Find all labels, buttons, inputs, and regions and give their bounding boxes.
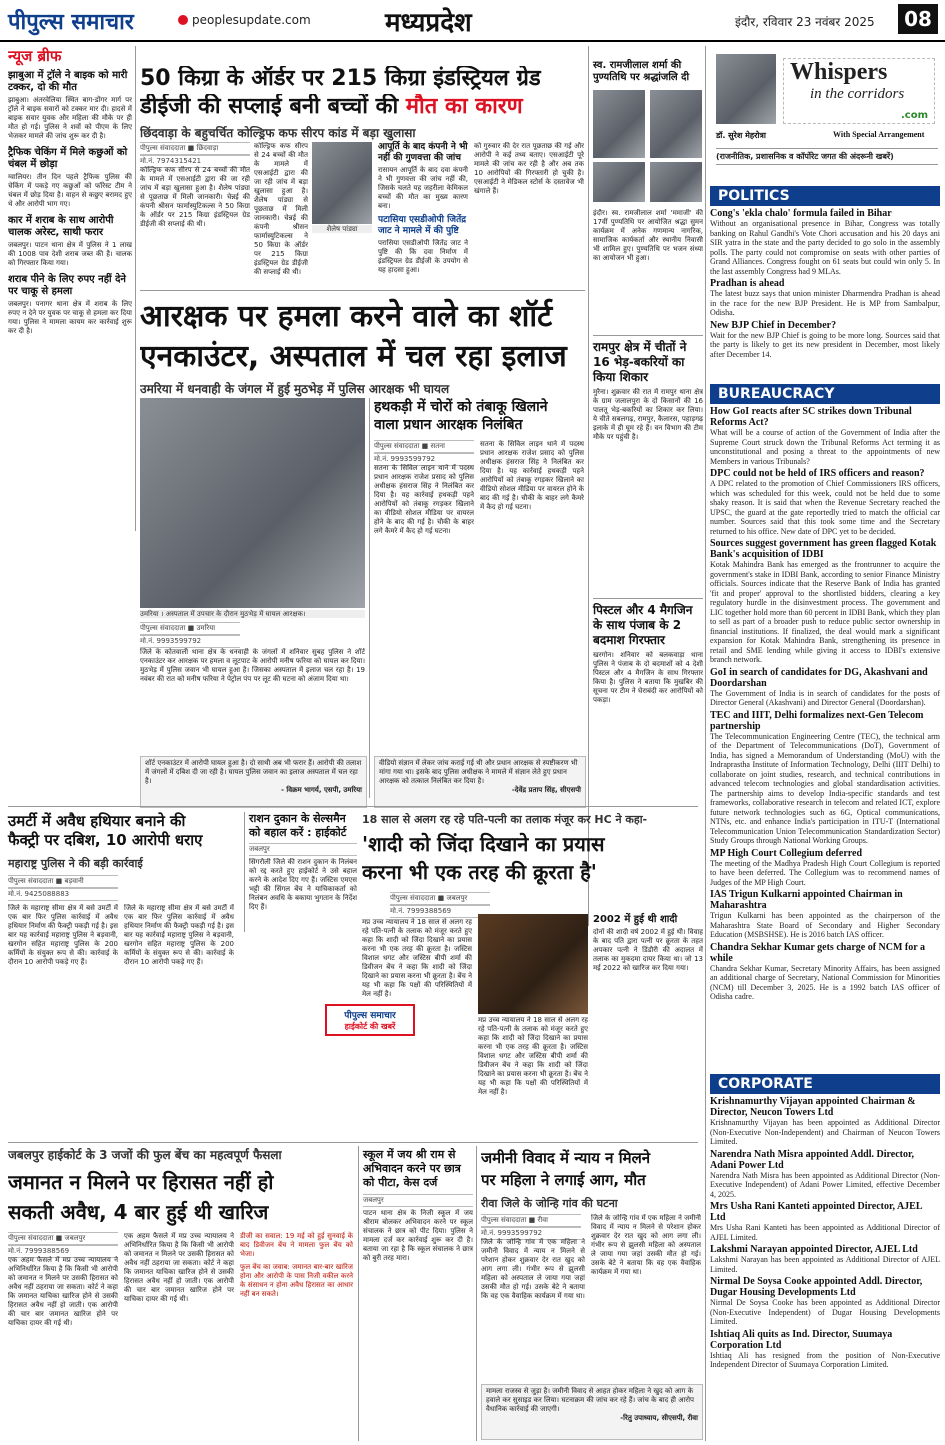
politics-title: Cong's 'ekla chalo' formula failed in Bihar (710, 208, 892, 219)
handcuff-body-col2: सतना के सिविल लाइन थाने में पदस्थ प्रधान आरक्षक राजेश प्रसाद को पुलिस अधीक्षक हंसराज सिंह ने निलंबित कर दिया है। यह कार्रवाई हथकड़ी पहने आरोपियों को तंबाकू रगड़कर खिलाने का वीडियो सोशल मीडिया पर वायरल होने के बाद की गई है। चौकी के बाहर लगे कैमरे में कैद हो गई घटना। (480, 440, 584, 511)
page-number: 08 (898, 4, 938, 34)
handcuff-body: सतना के सिविल लाइन थाने में पदस्थ प्रधान आरक्षक राजेश प्रसाद को पुलिस अधीक्षक हंसराज सिंह ने निलंबित कर दिया है। यह कार्रवाई हथकड़ी पहने आरोपियों को तंबाकू रगड़कर खिलाने का वीडियो सोशल मीडिया पर वायरल होने के बाद की गई है। चौकी के बाहर लगे कैमरे में कैद हो गई घटना। (374, 464, 474, 535)
lead-headline-1: 50 किग्रा के ऑर्डर पर 215 किग्रा इंडस्ट्रियल ग्रेड (140, 66, 541, 91)
whispers-header (708, 46, 940, 181)
land-note (481, 1384, 703, 1440)
encounter-note (140, 756, 367, 808)
politics-body: Wait for the new BJP Chief is going to be more long. Sources said that the party is likely to get its new president in December, most likely after December 14. (710, 330, 940, 359)
author-photo (716, 54, 776, 124)
politics-header: POLITICS (710, 186, 940, 206)
news-brief-column (8, 46, 132, 576)
ration-body: सिंगरौली जिले की राशन दुकान के निलंबन को रद्द करते हुए हाईकोर्ट ने उसे बहाल करने के आदेश दिए गए हैं। जस्टिस एमएस भट्टी की सिंगल बेंच ने याचिकाकर्ता को निलंबन अवधि के बकाया भुगतान के निर्देश दिए हैं। (249, 858, 357, 911)
leopard-body: मुरैना। शुक्रवार की रात में रामपुर थाना क्षेत्र के ग्राम जलालपुरा के दो किसानों की 16 पालतू भेड़-बकरियों का शिकार कर लिया। ये चीते सबलगढ़, रामपुर, कैलारस, पहाड़गढ़ इलाके में ही घूम रहे हैं। वन विभाग की टीम मौके पर पहुंची है। (593, 388, 703, 441)
brief-title: ट्रैफिक चेकिंग में मिले कछुओं को चंबल में छोड़ा (8, 147, 128, 170)
bureaucracy-title: How GoI reacts after SC strikes down Tribunal Reforms Act? (710, 406, 912, 428)
divorce-headline-2: करना भी एक तरह की क्रूरता है' (362, 860, 597, 884)
bureaucracy-title: DPC could not be held of IRS officers and reason? (710, 468, 925, 479)
bail-body: एक अहम फैसले में मप्र उच्च न्यायालय ने अभिनिर्धारित किया है कि किसी भी आरोपी को जमानत न मिलने पर उसकी हिरासत को अवैध नहीं ठहराया जा सकता। कोर्ट ने कहा कि जमानत याचिका खारिज होने से उसकी हिरासत अवैध नहीं हो जाती। एक आरोपी की चार बार जमानत खारिज होने पर याचिका दायर की गई थी। (8, 1256, 118, 1327)
stamp-title: पीपुल्स समाचार (344, 1011, 396, 1021)
masthead-dateline: इंदौर, रविवार 23 नवंबर 2025 (735, 15, 875, 29)
byline: जबलपुर (363, 1194, 473, 1207)
bail-body-col2: एक अहम फैसले में मप्र उच्च न्यायालय ने अभिनिर्धारित किया है कि किसी भी आरोपी को जमानत न मिलने पर उसकी हिरासत को अवैध नहीं ठहराया जा सकता। कोर्ट ने कहा कि जमानत याचिका खारिज होने से उसकी हिरासत अवैध नहीं हो जाती। एक आरोपी की चार बार जमानत खारिज होने पर याचिका दायर की गई थी। (124, 1232, 234, 1303)
byline: पीपुल्स संवाददाता ■ रीवा (481, 1214, 581, 1227)
corporate-body: Narendra Nath Misra has been appointed as Additional Director (Non-Executive Independent) of Adani Power Limited, effective December 4, 2025. (710, 1170, 940, 1199)
bureaucracy-body: Kotak Mahindra Bank has emerged as the frontrunner to acquire the government's stake in IDBI Bank, according to senior Finance Ministry officials. Sources indicate that the Reserve Bank of India has granted 'fit and proper' approval to the shortlisted bidders, clearing a key regulatory hurdle in the disinvestment process. The government and LIC together hold more than 60 percent in IDBI Bank, which they plan to sell as part of a broader push to reduce public sector ownership in financial institutions. If finalized, the deal would mark a significant expansion for Kotak Mahindra Bank, strengthening its presence in retail and SME lending while giving it access to IDBI's extensive branch network. (710, 560, 940, 664)
divorce-side (593, 914, 703, 1048)
corporate-title: Mrs Usha Rani Kanteti appointed Director, AJEL Ltd (710, 1201, 922, 1223)
corporate-title: Narendra Nath Misra appointed Addl. Director, Adani Power Ltd (710, 1148, 914, 1171)
lead-body: कोल्ड्रिफ कफ सीरप से 24 बच्चों की मौत के मामले में एसआईटी द्वारा की जा रही जांच में बड़ा खुलासा हुआ है। शैलेष पांड्या से पूछताछ में मिली जानकारी। चेन्नई की कंपनी श्रीसन फार्मास्युटिकल्स ने 50 किग्रा के ऑर्डर पर 215 किग्रा इंडस्ट्रियल ग्रेड डीईजी की सप्लाई की थी। (140, 166, 250, 228)
lead-sub2 (378, 215, 468, 283)
bail-q1: डीजी का सवाल: 19 मई को हुई सुनवाई के बाद डिवीजन बेंच ने मामला फुल बेंच को भेजा। (240, 1232, 353, 1258)
divorce-side-body: दोनों की शादी वर्ष 2002 में हुई थी। विवाह के बाद पति द्वारा पत्नी पर क्रूरता के तहत अपकार पत्नी ने डिंडौरी की अदालत में तलाक का मुकदमा दायर किया था। जो 13 मई 2022 को खारिज कर दिया गया। (593, 928, 703, 972)
whispers-title: Whispers (790, 59, 888, 85)
bureaucracy-body: The meeting of the Madhya Pradesh High Court Collegium is reported to have been deferred. The Collegium was to recommend names of Judges of the MP High Court. (710, 858, 940, 887)
mobile: मो.नं. 9993599792 (481, 1227, 581, 1240)
corporate-body: Ishtiaq Ali has resigned from the position of Non-Executive Independent Director of Suumaya Corporation Limited. (710, 1350, 940, 1369)
politics-body: The latest buzz says that union minister Dharmendra Pradhan is ahead in the race for the new BJP President. He is MP from Sambalpur, Odisha. (710, 289, 940, 317)
leopard-headline: रामपुर क्षेत्र में चीतों ने 16 भेड़-बकरियों का किया शिकार (593, 340, 687, 384)
bail-qa (240, 1232, 353, 1299)
bail-headline-1: जमानत न मिलने पर हिरासत नहीं हो (8, 1170, 274, 1194)
umarti-story (8, 812, 238, 1054)
pistol-headline: पिस्टल और 4 मैगजिन के साथ पंजाब के 2 बदमाश गिरफ्तार (593, 603, 693, 647)
note-sign: -देवेंद्र प्रताप सिंह, सीएसपी (511, 786, 581, 794)
brief-body: जबलपुर। पनागर थाना क्षेत्र में शराब के लिए रुपए न देने पर युवक पर चाकू से हमला कर दिया गया। पुलिस ने मामला कायम कर कार्रवाई शुरू कर दी है। (8, 300, 132, 335)
land-subhead: रीवा जिले के जोन्हि गांव की घटना (481, 1197, 618, 1210)
bureaucracy-title: TEC and IIIT, Delhi formalizes next-Gen Telecom partnership (710, 709, 924, 732)
lead-col3: को गुरुवार की देर रात पूछताछ की गई और आरोपी ने कई तथ्य बताए। एसआईटी पूरे मामले की जांच कर रही है और अब तक 10 आरोपियों की गिरफ्तारी हो चुकी है। एसआईटी ने मेडिकल स्टोर्स के दस्तावेज भी खंगाले हैं। (474, 142, 584, 195)
byline: पीपुल्स संवाददाता ■ बड़वानी (8, 875, 118, 888)
land-headline-2: पर महिला ने लगाई आग, मौत (481, 1171, 646, 1189)
masthead-url: peoplesupdate.com (192, 13, 311, 27)
ration-headline: राशन दुकान के सेल्समैन को बहाल करें : हाईकोर्ट (249, 812, 347, 839)
corporate-title: Ishtiaq Ali quits as Ind. Director, Suumaya Corporation Ltd (710, 1328, 893, 1351)
lead-headline-2b: मौत का कारण (405, 94, 523, 119)
note-text: वीडियो संज्ञान में लेकर जांच कराई गई थी और प्रधान आरक्षक से स्पष्टीकरण भी मांगा गया था। इसके बाद पुलिस अधीक्षक ने मामले में संज्ञान लेते हुए प्रधान आरक्षक को तत्काल निलंबित कर दिया है। (379, 759, 578, 785)
note-text: मामला राजस्व से जुड़ा है। जमीनी विवाद से आहत होकर महिला ने खुद को आग के हवाले कर सुसाइड कर लिया। घटनाक्रम की जांच कर रहे हैं। जांच के बाद ही आरोप वैधानिक कार्रवाई की जाएगी। (486, 1387, 695, 1413)
bureaucracy-body: What will be a course of action of the Government of India after the Supreme Court struck down the Tribunal Reforms Act terming it as unconstitutional and posing a threat to the appointments of new Members in various Tribunals? (710, 428, 940, 466)
politics-list (710, 208, 940, 359)
handcuff-headline-2: वाला प्रधान आरक्षक निलंबित (374, 417, 523, 433)
byline: पीपुल्स संवाददाता ■ उमरिया (140, 622, 240, 635)
divorce-kicker: 18 साल से अलग रह रहे पति-पत्नी का तलाक मंजूर कर HC ने कहा- (362, 813, 648, 826)
mobile: मो.नं. 9993599792 (140, 635, 240, 648)
brief-body: जबलपुर। पाटन थाना क्षेत्र में पुलिस ने 1 लाख की 1008 पाव देशी शराब जब्त की है। चालक को गिरफ्तार किया गया। (8, 241, 132, 267)
divorce-byline-block (390, 892, 490, 918)
politics-title: Pradhan is ahead (710, 278, 785, 289)
divorce-headline-1: 'शादी को जिंदा दिखाने का प्रयास (362, 832, 605, 856)
bureaucracy-title: GoI in search of candidates for DG, Akashvani and Doordarshan (710, 666, 928, 689)
bail-q2: फुल बेंच का जवाब: जमानत बार-बार खारिज होना और आरोपी के पास निजी वकील करने के संसाधन न होना अवैध हिरासत का आधार नहीं बन सकते। (240, 1263, 353, 1298)
gavel-photo (478, 914, 588, 1014)
divorce-side-title: 2002 में हुई थी शादी (593, 914, 678, 925)
brief-item (8, 70, 132, 141)
whispers-subtitle: in the corridors (810, 86, 905, 102)
corporate-list (710, 1096, 940, 1440)
tribute-body: इंदौर। स्व. रामजीलाल शर्मा 'ममाजी' की 17वीं पुण्यतिथि पर आयोजित श्रद्धा सुमन कार्यक्रम में अनेक गणमान्य नागरिक, सामाजिक कार्यकर्ता और स्थानीय निवासी भी शामिल हुए। पुण्यतिथि पर भजन संध्या का आयोजन भी हुआ। (593, 209, 703, 262)
school-headline: स्कूल में जय श्री राम से अभिवादन करने पर छात्र को पीटा, केस दर्ज (363, 1148, 461, 1189)
corporate-title: Krishnamurthy Vijayan appointed Chairman & Director, Neucon Towers Ltd (710, 1096, 916, 1118)
land-byline-block (481, 1214, 581, 1240)
masthead-section: मध्यप्रदेश (385, 8, 472, 38)
mobile: मो.नं. 7999388569 (8, 1245, 118, 1258)
encounter-body: जिले के कोतवाली थाना क्षेत्र के धनवाही के जंगलों में शनिवार सुबह पुलिस ने शॉर्ट एनकाउंटर कर आरक्षक पर हमला व लूटपाट के आरोपी मनीष फरिया को घायल कर दिया। मुठभेड़ में पुलिस जवान भी घायल हुआ है। जिसका अस्पताल में इलाज चल रहा है। 19 नवंबर की रात को मनीष फरिया ने पेट्रोल पंप पर लूट की घटना को अंजाम दिया था। (140, 648, 365, 683)
land-headline-1: जमीनी विवाद में न्याय न मिलने (481, 1149, 651, 1167)
encounter-headline-1: आरक्षक पर हमला करने वाले का शॉर्ट (140, 299, 553, 334)
brief-title: झाबुआ में ट्रॉले ने बाइक को मारी टक्कर, दो की मौत (8, 70, 128, 93)
encounter-byline-block (140, 622, 240, 648)
brief-item (8, 274, 132, 336)
lead-sub1 (378, 142, 468, 211)
corporate-body: Lakshmi Narayan has been appointed as Additional Director of AJEL Limited. (710, 1255, 940, 1274)
bureaucracy-body: The Government of India is in search of candidates for the posts of Director General (Akashvani) and Director General (Doordarshan). (710, 688, 940, 707)
bureaucracy-body: Trigun Kulkarni has been appointed as the chairperson of the Maharashtra State Board of Secondary and Higher Secondary Education (MSBSHSE). He is 2016 batch IAS officer. (710, 911, 940, 939)
corporate-title: Nirmal De Soysa Cooke appointed Addl. Director, Dugar Housing Developments Ltd (710, 1276, 923, 1298)
photo-caption: शैलेष पांड्या (312, 225, 372, 233)
whispers-logo (783, 58, 935, 124)
brief-item (8, 215, 132, 268)
leopard-story (593, 340, 703, 564)
divorce-body: मप्र उच्च न्यायालय ने 18 साल से अलग रह रहे पति-पत्नी के तलाक को मंजूर करते हुए कहा कि शादी को जिंदा दिखाने का प्रयास करना भी एक तरह की क्रूरता है। जस्टिस विशाल धगट और जस्टिस बीपी शर्मा की डिवीजन बेंच ने कहा कि शादी को जिंदा दिखाने का प्रयास करना भी क्रूरता है। बेंच ने यह भी कहा कि पक्षों की परिस्थितियों में मेल नहीं है। (362, 918, 472, 998)
umarti-headline-1: उमर्टी में अवैध हथियार बनाने की (8, 812, 186, 830)
handcuff-byline-block (374, 440, 474, 466)
school-body: पाटन थाना क्षेत्र के निजी स्कूल में जय श्रीराम बोलकर अभिवादन करने पर स्कूल संचालक ने छात्र को पीट दिया। पुलिस ने मामला दर्ज कर कार्रवाई शुरू कर दी है। बताया जा रहा है कि स्कूल संचालक ने छात्र को बुरी तरह मारा। (363, 1209, 473, 1262)
tribute (593, 60, 703, 359)
byline: जबलपुर (249, 843, 357, 856)
corporate-header: CORPORATE (710, 1074, 940, 1094)
corporate-title: Lakshmi Narayan appointed Director, AJEL Ltd (710, 1244, 918, 1255)
tribute-title: स्व. रामजीलाल शर्मा की पुण्यतिथि पर श्रद्धांजलि दी (593, 60, 690, 83)
lead-sub1-body: रासायन आपूर्ति के बाद दवा कंपनी ने भी गुणवत्ता की जांच नहीं की, जिसके चलते यह जहरीला केमिकल बच्चों की मौत का मुख्य कारण बना। (378, 166, 468, 210)
masthead-logo: पीपुल्स समाचार (8, 10, 134, 35)
bail-byline-block (8, 1232, 118, 1258)
handcuff-headline-1: हथकड़ी में चोरों को तंबाकू खिलाने (374, 399, 548, 415)
lead-headline-2 (140, 94, 585, 120)
bureaucracy-header: BUREAUCRACY (710, 384, 940, 404)
bureaucracy-title: IAS Trigun Kulkarni appointed Chairman in Maharashtra (710, 889, 903, 911)
corporate-body: Nirmal De Soysa Cooke has been appointed as Additional Director (Non-Executive Independent) of Dugar Housing Developments Limited. (710, 1298, 940, 1326)
umarti-body: जिले के महाराष्ट्र सीमा क्षेत्र में बसे उमर्टी में एक बार फिर पुलिस कार्रवाई में अवैध हथियार निर्माण की फैक्ट्री पकड़ी गई है। इस बार यह कार्रवाई महाराष्ट्र पुलिस ने बड़वानी, खरगोन सहित महाराष्ट्र पुलिस के 200 कर्मियों के संयुक्त रूप से की। कार्रवाई के दौरान 10 आरोपी पकड़े गए हैं। (8, 904, 118, 966)
tribute-photo-3 (593, 162, 645, 202)
author-name: डॉ. सुरेश मेहरोत्रा (716, 131, 766, 140)
tribute-photo-4 (650, 162, 702, 202)
byline: पीपुल्स संवाददाता ■ सतना (374, 440, 474, 453)
land-body-col2: जिले के जोन्हि गांव में एक महिला ने जमीनी विवाद में न्याय न मिलने से परेशान होकर शुक्रवार देर रात खुद को आग लगा ली। गंभीर रूप से झुलसी महिला को अस्पताल ले जाया गया जहां उसकी मौत हो गई। उसके बेटे ने बताया कि वह एक वैवाहिक कार्यक्रम में गया था। (591, 1214, 701, 1276)
mobile: मो.नं. 7974315421 (140, 155, 250, 168)
lead-byline-block (140, 142, 250, 168)
globe-icon (178, 15, 188, 25)
brief-title: शराब पीने के लिए रुपए नहीं देने पर चाकू से हमला (8, 274, 126, 297)
corporate-body: Krishnamurthy Vijayan has been appointed as Additional Director (Non-Executive Non-Independent) and Chairman of Neucon Towers Limited. (710, 1118, 940, 1146)
byline: पीपुल्स संवाददाता ■ जबलपुर (390, 892, 490, 905)
umarti-subhead: महाराष्ट्र पुलिस ने की बड़ी कार्रवाई (8, 857, 143, 870)
brief-body: झाबुआ। अंतरवेलिया स्थित बाग-डोंगर मार्ग पर ट्रॉले ने बाइक सवारों को टक्कर मार दी। हादसे में बाइक सवार युवक और महिला की मौके पर ही मौत हो गई। पुलिस ने शवों को पीएम के लिए भेजकर मामले की जांच शुरू कर दी है। (8, 96, 132, 140)
mobile: मो.नं. 7999388569 (390, 905, 490, 918)
tribute-photo-1 (593, 90, 645, 158)
arrangement: With Special Arrangement (833, 130, 925, 139)
encounter-subhead: उमरिया में धनवाही के जंगल में हुई मुठभेड़ में पुलिस आरक्षक भी घायल (140, 382, 450, 396)
news-brief-label: न्यूज ब्रीफ (8, 47, 62, 65)
whispers-tagline: (राजनीतिक, प्रशासनिक व कॉर्पोरेट जगत की अंदरूनी खबरें) (716, 148, 938, 165)
lead-sub2-body: परासिया एसडीओपी जितेंद्र जाट ने पुष्टि की कि दवा निर्माण में इंडस्ट्रियल ग्रेड डीईजी के उपयोग से यह हादसा हुआ। (378, 239, 468, 274)
encounter-photo-caption: उमरिया । अस्पताल में उपचार के दौरान मुठभेड़ में घायल आरक्षक। (140, 610, 365, 618)
mobile: मो.नं. 9993599792 (374, 453, 474, 466)
bureaucracy-body: A DPC related to the promotion of Chief Commissioners IRS officers, which was scheduled for this week, could not be held due to some shaky reason. It is said that when the Revenue Secretary reached the UPSC, the guard at the gate reportedly tried to match the official car number. Sources said that this took some time and the Secretary returned to his office. New date of DPC yet to be decided. (710, 479, 940, 536)
brief-body: ग्वालियर। तीन दिन पहले ट्रैफिक पुलिस की चेकिंग में पकड़े गए कछुओं को फॉरेस्ट टीम ने चंबल में छोड़ दिया है। वाहन से कछुए बरामद हुए थे और आरोपी भाग गए। (8, 173, 132, 208)
politics-title: New BJP Chief in December? (710, 319, 837, 331)
note-sign: - विक्रम भागर्य, एसपी, उमरिया (281, 786, 362, 794)
lead-sub2-title: पटासिया एसडीओपी जितेंद्र जाट ने मामले में की पुष्टि (378, 215, 466, 236)
corporate-body: Mrs Usha Rani Kanteti has been appointed as Additional Director of AJEL Limited. (710, 1223, 940, 1242)
encounter-headline-2: एनकाउंटर, अस्पताल में चल रहा इलाज (140, 339, 567, 374)
school-story (363, 1148, 473, 1429)
whispers-dotcom: .com (900, 110, 928, 121)
note-sign: -रितु उपाध्याय, सीएसपी, रीवा (620, 1414, 698, 1422)
byline: पीपुल्स संवाददाता ■ छिंदवाड़ा (140, 142, 250, 155)
bureaucracy-body: Chandra Sekhar Kumar, Secretary Minority Affairs, has been assigned an additional charge of Secretary, National Commission for Minorities (NCM) till December 3, 2025. He is a 1992 batch IAS officer of Odisha cadre. (710, 963, 940, 1001)
divorce-body-col3: मप्र उच्च न्यायालय ने 18 साल से अलग रह रहे पति-पत्नी के तलाक को मंजूर करते हुए कहा कि शादी को जिंदा दिखाने का प्रयास करना भी एक तरह की क्रूरता है। जस्टिस विशाल धगट और जस्टिस बीपी शर्मा की डिवीजन बेंच ने कहा कि शादी को जिंदा दिखाने का प्रयास करना भी क्रूरता है। बेंच ने यह भी कहा कि पक्षों की परिस्थितियों में मेल नहीं है। (478, 1016, 588, 1096)
tribute-photo-2 (650, 90, 702, 158)
bureaucracy-list (710, 406, 940, 1066)
note-text: शॉर्ट एनकाउंटर में आरोपी घायल हुआ है। दो साथी अब भी फरार हैं। आरोपी की तलाश में जंगलों में दबिश दी जा रही है। घायल पुलिस जवान का इलाज अस्पताल में चल रहा है। (145, 759, 362, 785)
stamp-subtitle: हाईकोर्ट की खबरें (344, 1022, 396, 1031)
lead-subhead: छिंदवाड़ा के बहुचर्चित कोल्ड्रिफ कफ सीरप कांड में बड़ा खुलासा (140, 126, 416, 140)
bureaucracy-title: Sources suggest government has green flagged Kotak Bank's acquisition of IDBI (710, 538, 937, 560)
lead-body-col2: कोल्ड्रिफ कफ सीरप से 24 बच्चों की मौत के मामले में एसआईटी द्वारा की जा रही जांच में बड़ा खुलासा हुआ है। शैलेष पांड्या से पूछताछ में मिली जानकारी। चेन्नई की कंपनी श्रीसन फार्मास्युटिकल्स ने 50 किग्रा के ऑर्डर पर 215 किग्रा इंडस्ट्रियल ग्रेड डीईजी की सप्लाई की थी। (254, 142, 308, 276)
brief-item (8, 147, 132, 209)
umarti-headline-2: फैक्ट्री पर दबिश, 10 आरोपी धराए (8, 831, 203, 849)
bureaucracy-title: MP High Court Collegium deferred (710, 847, 863, 859)
byline: पीपुल्स संवाददाता ■ जबलपुर (8, 1232, 118, 1245)
lead-sub1-title: आपूर्ति के बाद कंपनी ने भी नहीं की गुणवत्ता की जांच (378, 142, 468, 163)
bureaucracy-title: Chandra Sekhar Kumar gets charge of NCM for a while (710, 941, 925, 964)
brief-title: कार में शराब के साथ आरोपी चालक अरेस्ट, साथी फरार (8, 215, 114, 238)
bail-headline-2: सकती अवैध, 4 बार हुई थी खारिज (8, 1200, 269, 1224)
land-body: जिले के जोन्हि गांव में एक महिला ने जमीनी विवाद में न्याय न मिलने से परेशान होकर शुक्रवार देर रात खुद को आग लगा ली। गंभीर रूप से झुलसी महिला को अस्पताल ले जाया गया जहां उसकी मौत हो गई। उसके बेटे ने बताया कि वह एक वैवाहिक कार्यक्रम में गया था। (481, 1238, 585, 1300)
politics-body: Without an organisational presence in Bihar, Congress was totally banking on Rahul Gandhi's Vote Chori accusation and his 20 days ani SIR yatra in the state and the party decided to go solo in the assembly polls. The party could not compromise on seats with other parties of Grand Alliances. Congress fought on 61 seats but could win only 5. In the last assembly Congress had 9 MLAs. (710, 219, 940, 276)
bureaucracy-body: The Telecommunication Engineering Centre (TEC), the technical arm of the Department of Telecommunications (DoT), Government of India, has signed a Memorandum of Understanding (MoU) with the Indraprastha Institute of Information Technology, Delhi (IIIT Delhi) to collaborate on joint studies, research, and technical contributions in advanced telecom technologies and global standardisation activities. The partnership aims to develop India-specific standards and test frameworks, collaborative research in telecom and related ICT, explore future network technologies such as 6G, Optical communications, NTNs, etc. and enhance India's participation in ITU-T (International Telecommunication Union Telecommunication Standardization Sector) Study Groups through National Working Groups. (710, 731, 940, 845)
lead-headline-2a: डीईजी की सप्लाई बनी बच्चों की (140, 94, 399, 119)
pistol-body: खरगोन। शनिवार को बलकवाड़ा थाना पुलिस ने पंजाब के दो बदमाशों को 4 देशी पिस्टल और 4 मैगजिन के साथ गिरफ्तार किया है। पुलिस ने बताया कि मुखबिर की सूचना पर टीम ने घेराबंदी कर आरोपियों को पकड़ा। (593, 651, 703, 704)
masthead (0, 0, 945, 42)
encounter-photo (140, 398, 365, 608)
bail-kicker: जबलपुर हाईकोर्ट के 3 जजों की फुल बेंच का महत्वपूर्ण फैसला (8, 1148, 282, 1162)
handcuff-note (374, 756, 586, 808)
umarti-body-col2: जिले के महाराष्ट्र सीमा क्षेत्र में बसे उमर्टी में एक बार फिर पुलिस कार्रवाई में अवैध हथियार निर्माण की फैक्ट्री पकड़ी गई है। इस बार यह कार्रवाई महाराष्ट्र पुलिस ने बड़वानी, खरगोन सहित महाराष्ट्र पुलिस के 200 कर्मियों के संयुक्त रूप से की। कार्रवाई के दौरान 10 आरोपी पकड़े गए हैं। (124, 904, 234, 966)
shailesh-photo (312, 142, 372, 224)
mobile: मो.नं. 9425088883 (8, 888, 118, 901)
